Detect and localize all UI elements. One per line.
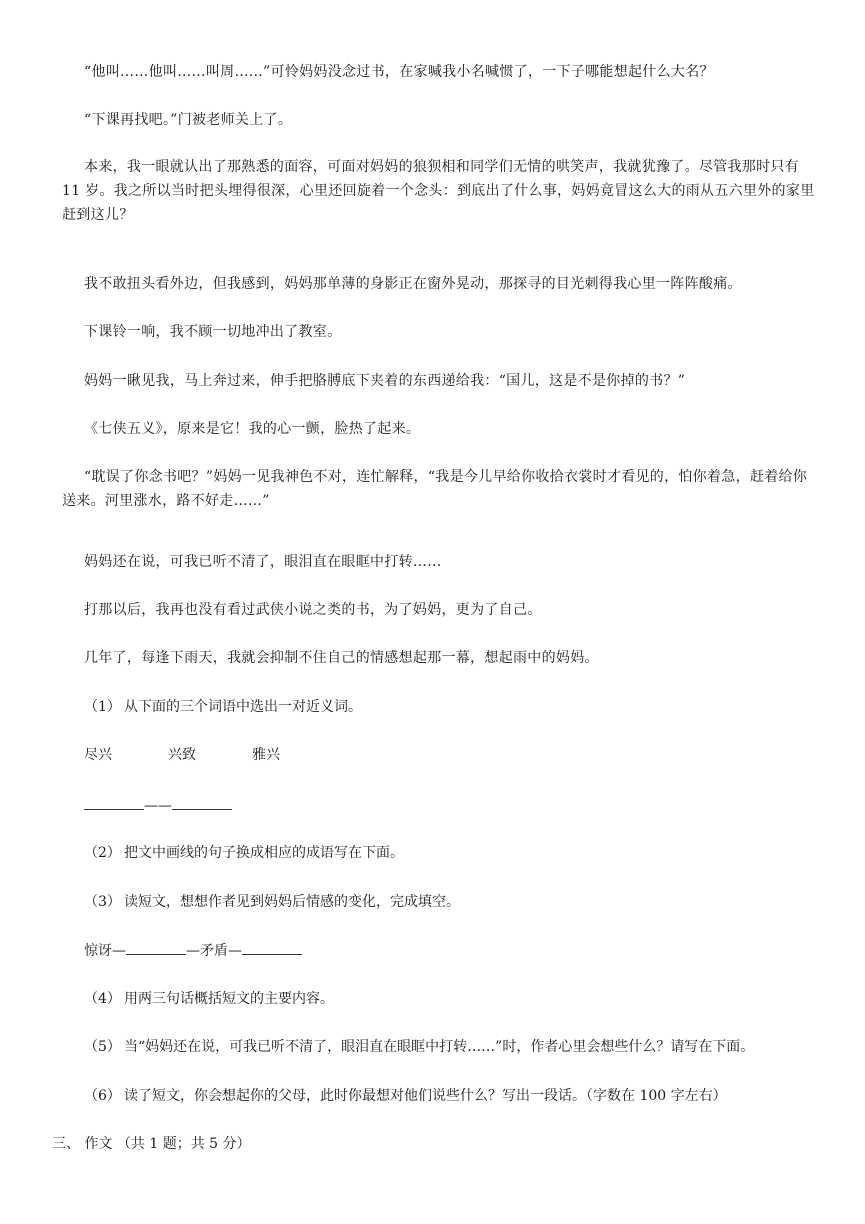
passage-paragraph-9: 妈妈还在说，可我已听不清了，眼泪直在眼眶中打转…… [84, 554, 442, 570]
section-title: 三、 作文 （共 1 题；共 5 分） [52, 1136, 251, 1152]
question-text: 读短文，想想作者见到妈妈后情感的变化，完成填空。 [124, 894, 460, 910]
question-4 [84, 989, 334, 1009]
question-text: 读了短文，你会想起你的父母，此时你最想对他们说些什么？写出一段话。（字数在 100 字左右） [124, 1088, 727, 1104]
answer-blank[interactable] [242, 940, 302, 955]
answer-line-1 [84, 795, 232, 816]
answer-blank[interactable] [172, 795, 232, 810]
passage-paragraph-8: “耽误了你念书吧？”妈妈一见我神色不对，连忙解释，“我是今儿早给你收拾衣裳时才看见的，怕你着急，赶着给你送来。河里涨水，路不好走……” [62, 469, 808, 509]
question-6 [84, 1086, 727, 1106]
question-3 [84, 892, 460, 912]
answer-dash: —— [144, 798, 172, 814]
question-number: （1） [84, 699, 121, 715]
question-text: 把文中画线的句子换成相应的成语写在下面。 [124, 845, 404, 861]
question-number: （5） [84, 1039, 121, 1055]
word-choice: 兴致 [168, 747, 196, 763]
passage-paragraph-6: 妈妈一瞅见我，马上奔过来，伸手把胳膊底下夹着的东西递给我：“国儿，这是不是你掉的书？” [84, 373, 686, 389]
question-number: （6） [84, 1088, 121, 1104]
passage-paragraph-2: “下课再找吧。”门被老师关上了。 [84, 112, 293, 128]
passage-paragraph-1: “他叫……他叫……叫周……”可怜妈妈没念过书，在家喊我小名喊惯了，一下子哪能想起什么大名？ [84, 64, 714, 80]
word-choices [84, 745, 336, 765]
passage-paragraph-11: 几年了，每逢下雨天，我就会抑制不住自己的情感想起那一幕，想起雨中的妈妈。 [84, 650, 599, 666]
word-choice: 雅兴 [252, 747, 280, 763]
question-2 [84, 843, 404, 863]
question-number: （3） [84, 894, 121, 910]
answer-line-3 [84, 940, 302, 961]
question-5 [84, 1037, 754, 1057]
word-choice: 尽兴 [84, 747, 112, 763]
question-number: （4） [84, 991, 121, 1007]
passage-paragraph-5: 下课铃一响，我不顾一切地冲出了教室。 [84, 324, 342, 340]
passage-paragraph-10: 打那以后，我再也没有看过武侠小说之类的书，为了妈妈，更为了自己。 [84, 602, 542, 618]
question-number: （2） [84, 845, 121, 861]
passage-paragraph-7: 《七侠五义》，原来是它！我的心一颤，脸热了起来。 [84, 421, 421, 437]
passage-paragraph-4: 我不敢扭头看外边，但我感到，妈妈那单薄的身影正在窗外晃动，那探寻的目光刺得我心里一阵阵酸痛。 [84, 276, 742, 292]
answer-blank[interactable] [84, 795, 144, 810]
question-text: 当“妈妈还在说，可我已听不清了，眼泪直在眼眶中打转……”时，作者心里会想些什么？请写在下面。 [124, 1039, 755, 1055]
passage-paragraph-3: 本来，我一眼就认出了那熟悉的面容，可面对妈妈的狼狈相和同学们无情的哄笑声，我就犹豫了。尽管我那时只有 11 岁。我之所以当时把头埋得很深，心里还回旋着一个念头：到底出了什么事，妈妈竟冒这么大的雨从五六里外的家里赶到这儿？ [62, 159, 815, 223]
answer-blank[interactable] [126, 940, 186, 955]
question-1 [84, 697, 362, 717]
emotion-start: 惊讶— [84, 943, 126, 959]
emotion-middle: —矛盾— [186, 943, 242, 959]
question-text: 从下面的三个词语中选出一对近义词。 [124, 699, 362, 715]
question-text: 用两三句话概括短文的主要内容。 [124, 991, 334, 1007]
